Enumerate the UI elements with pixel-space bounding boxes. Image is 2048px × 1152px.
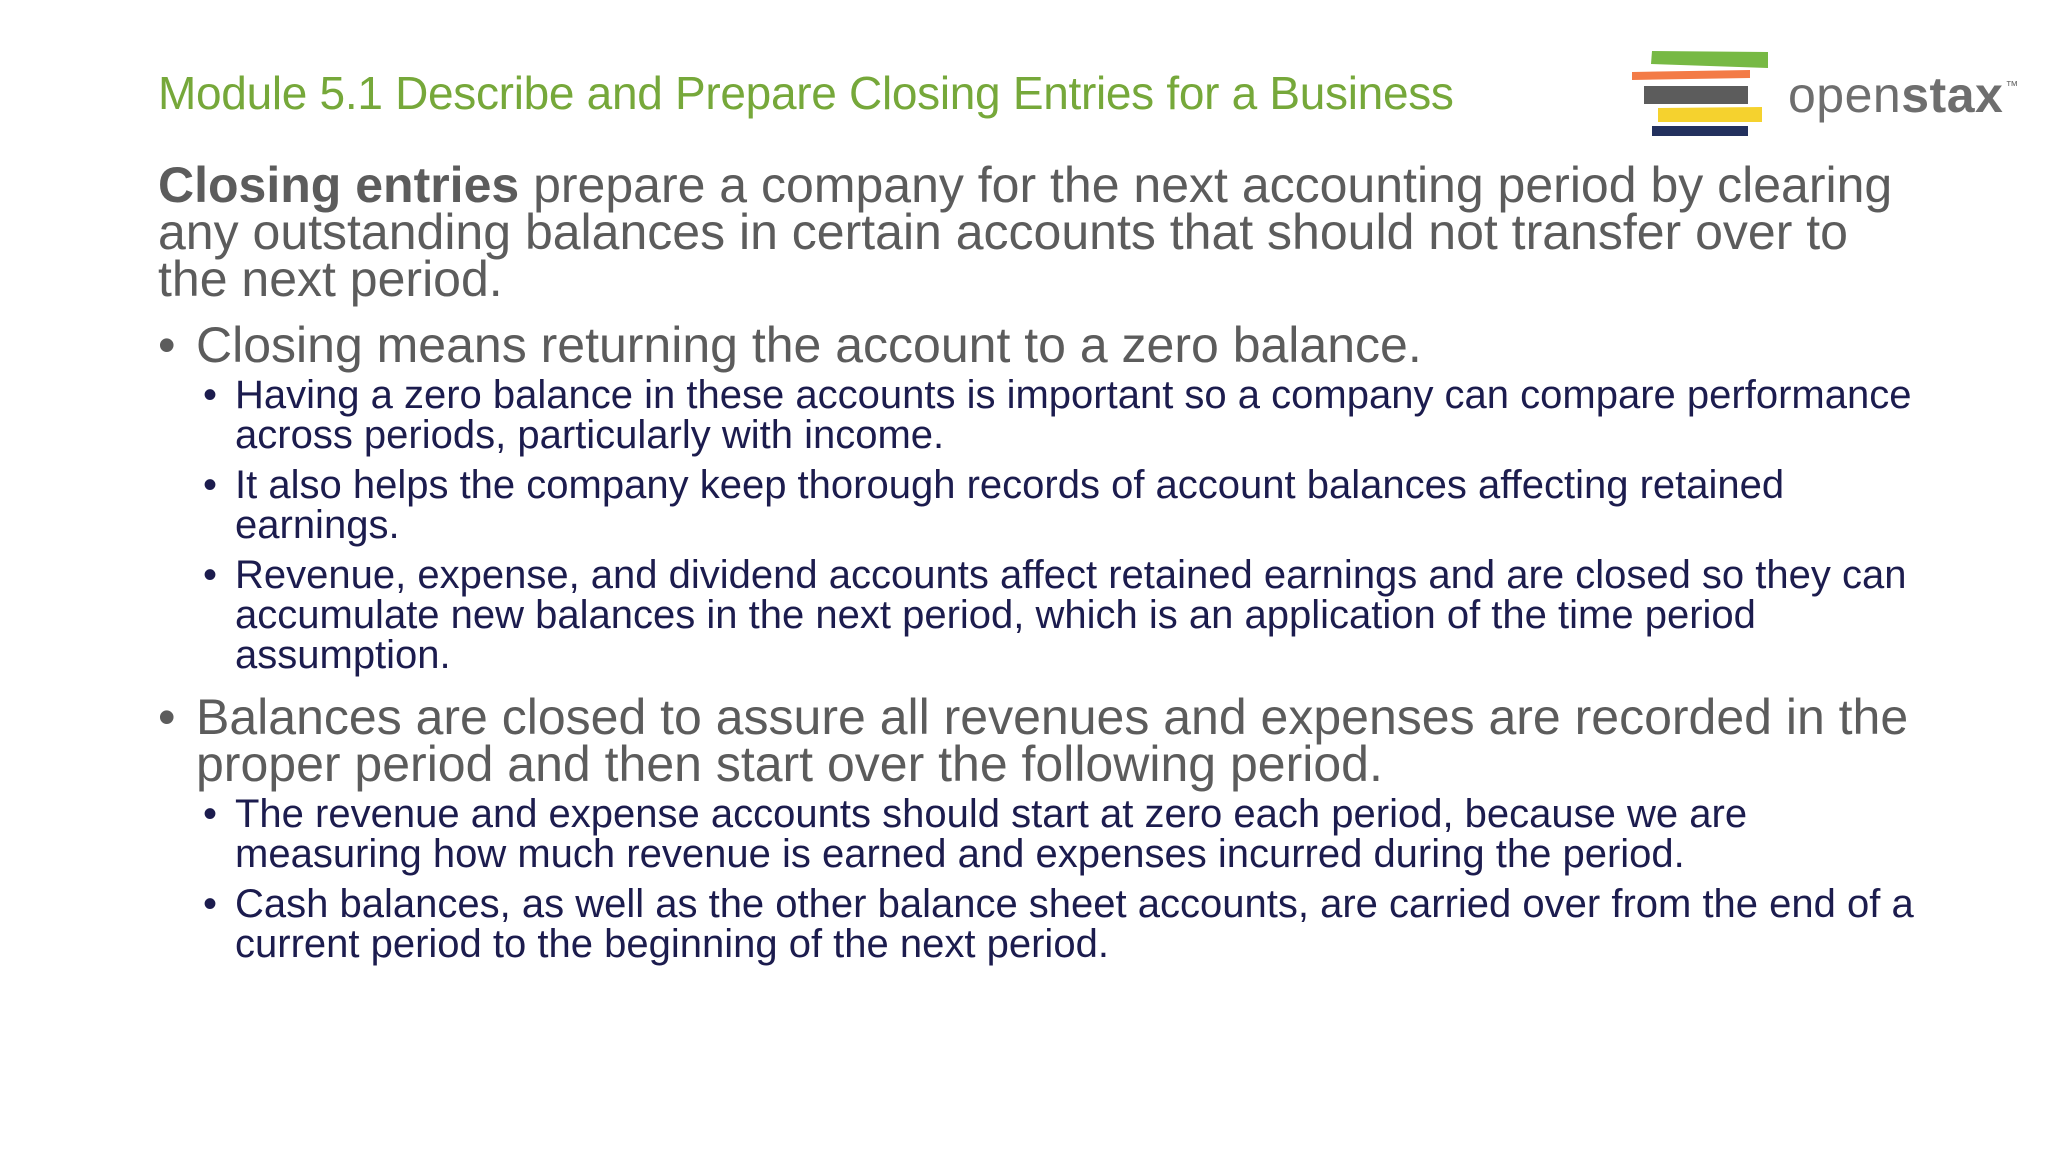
sub-bullet-marker: • [203,463,218,507]
slide-title: Module 5.1 Describe and Prepare Closing Entries for a Business [158,67,1454,119]
sub-bullet-text: Revenue, expense, and dividend accounts affect retained earnings and are closed so they can accumulate new balances in the next period, which is an application of the time period assumption. [235,553,1907,677]
intro-term: Closing entries [158,157,520,213]
bullet-text: Closing means returning the account to a zero balance. [196,317,1422,373]
sub-bullet-marker: • [203,373,218,417]
sub-bullet-item [158,884,1918,964]
logo-trademark: ™ [2005,78,2019,93]
logo-book-orange [1632,70,1750,80]
bullet-text: Balances are closed to assure all revenues and expenses are recorded in the proper period and then start over the following period. [196,689,1909,792]
sub-bullet-marker: • [203,553,218,597]
intro-text: prepare a company for the next accounting period by clearing any outstanding balances in certain accounts that should not transfer over to the next period. [158,157,1893,307]
bullet-marker: • [158,317,176,373]
sub-bullet-item [158,555,1918,675]
sub-bullet-list [158,794,1918,964]
intro-paragraph [158,157,1918,307]
sub-bullet-item [158,375,1918,455]
sub-bullet-item [158,465,1918,545]
logo-book-navy [1652,126,1748,136]
openstax-logo [1632,46,2019,138]
logo-book-gray [1644,86,1748,104]
bullet-item [158,689,1918,966]
logo-text-stax: stax [1901,67,2004,123]
sub-bullet-text: Cash balances, as well as the other balance sheet accounts, are carried over from the end of a current period to the beginning of the next period. [235,882,1914,966]
sub-bullet-text: Having a zero balance in these accounts is important so a company can compare performance across periods, particularly with income. [235,373,1912,457]
sub-bullet-list [158,375,1918,675]
sub-bullet-item [158,794,1918,874]
bullet-item [158,317,1918,677]
logo-book-green [1651,51,1768,68]
logo-wordmark [1788,66,2019,124]
openstax-books-logo-icon [1632,46,1772,138]
slide-content [158,157,1918,966]
bullet-list [158,317,1918,966]
logo-book-yellow [1658,107,1762,122]
bullet-marker: • [158,689,176,745]
sub-bullet-text: It also helps the company keep thorough records of account balances affecting retained earnings. [235,463,1785,547]
logo-text-open: open [1788,67,1902,123]
sub-bullet-marker: • [203,792,218,836]
sub-bullet-text: The revenue and expense accounts should start at zero each period, because we are measuring how much revenue is earned and expenses incurred during the period. [235,792,1748,876]
sub-bullet-marker: • [203,882,218,926]
